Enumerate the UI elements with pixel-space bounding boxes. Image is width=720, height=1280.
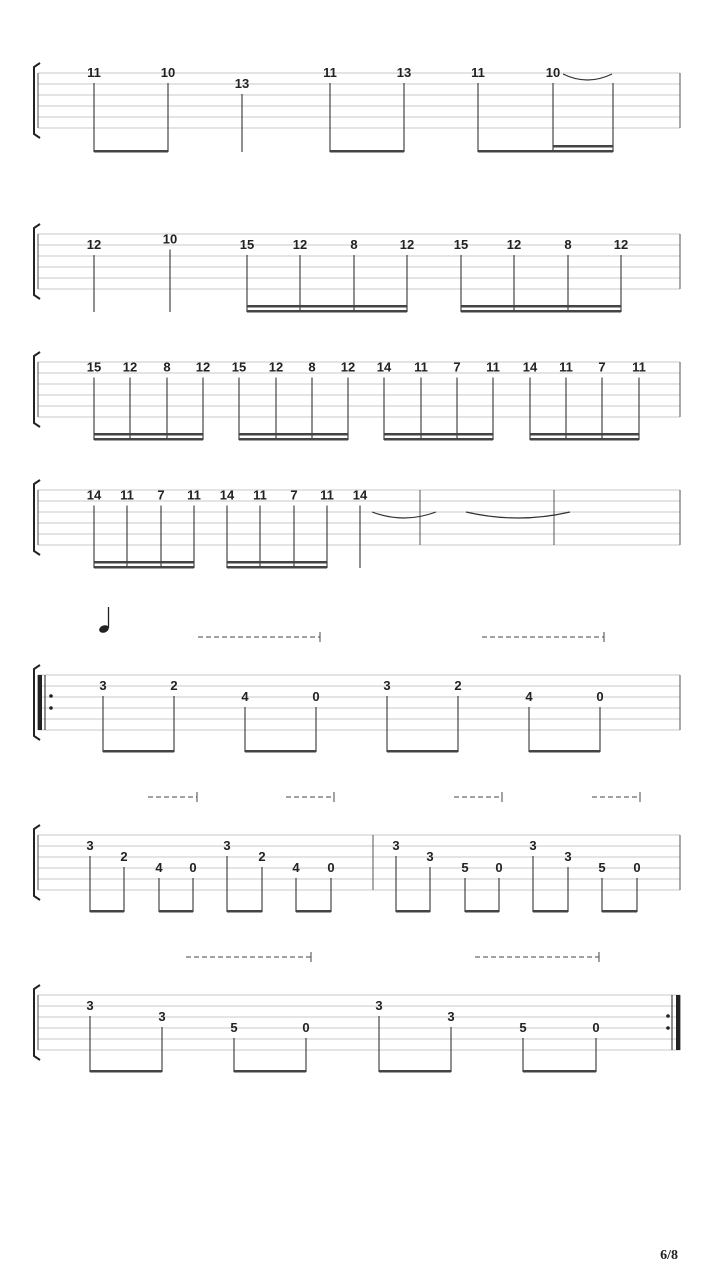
fret-number: 14 [376,359,392,375]
beam [94,438,203,441]
fret-number: 12 [122,359,138,375]
fret-number: 11 [323,65,337,80]
beam [227,561,327,564]
fret-number: 15 [239,237,255,252]
tab-staff [34,224,680,299]
system-bracket [34,985,40,1060]
repeat-dot [666,1026,670,1030]
fret-number: 7 [598,359,606,375]
fret-number: 14 [219,487,235,503]
fret-number: 12 [399,237,415,252]
beam [379,1070,451,1073]
system-bracket [34,224,40,299]
fret-number: 11 [120,487,134,503]
beam [103,750,174,753]
fret-number: 7 [453,359,461,375]
beam [159,910,193,913]
repeat-dot [666,1014,670,1018]
fret-number: 2 [454,678,462,693]
repeat-end-thick-bar [676,995,680,1050]
fret-number: 8 [564,237,572,252]
fret-number: 11 [632,359,646,375]
beam [94,561,194,564]
fret-number: 3 [383,678,391,693]
beam [387,750,458,753]
fret-number: 15 [453,237,469,252]
beam [523,1070,596,1073]
fret-number: 2 [120,849,128,864]
fret-number: 3 [375,998,383,1013]
fret-number: 12 [292,237,308,252]
repeat-dot [49,694,53,698]
fret-number: 4 [155,860,163,875]
fret-number: 7 [290,487,298,503]
beam [602,910,637,913]
tab-staff [34,825,680,900]
fret-number: 12 [86,237,102,252]
tie-slur [372,512,436,518]
beam [461,310,621,313]
beam [227,566,327,569]
fret-number: 11 [253,487,267,503]
beam [530,438,639,441]
fret-number: 2 [170,678,178,693]
fret-number: 3 [447,1009,455,1024]
fret-number: 0 [327,860,335,875]
beam [533,910,568,913]
system-bracket [34,480,40,555]
fret-number: 4 [241,689,249,704]
fret-number: 3 [86,838,94,853]
fret-number: 5 [519,1020,527,1035]
fret-number: 11 [414,359,428,375]
fret-number: 0 [633,860,641,875]
fret-number: 15 [231,359,247,375]
fret-number: 11 [471,65,485,80]
fret-number: 0 [596,689,604,704]
fret-number: 4 [292,860,300,875]
system-bracket [34,352,40,427]
fret-number: 5 [230,1020,238,1035]
beam [461,305,621,308]
fret-number: 5 [461,860,469,875]
beam [227,910,262,913]
fret-number: 14 [86,487,102,503]
fret-number: 11 [87,65,101,80]
beam [239,433,348,436]
fret-number: 3 [392,838,400,853]
fret-number: 11 [320,487,334,503]
fret-number: 11 [559,359,573,375]
beam [384,433,493,436]
beam [239,438,348,441]
tie-slur [563,74,612,80]
fret-number: 12 [268,359,284,375]
fret-number: 8 [350,237,358,252]
system-bracket [34,63,40,138]
fret-number: 5 [598,860,606,875]
fret-number: 3 [529,838,537,853]
fret-number: 13 [396,65,412,80]
fret-number: 10 [545,65,561,80]
fret-number: 0 [302,1020,310,1035]
fret-number: 3 [426,849,434,864]
beam [234,1070,306,1073]
fret-number: 0 [495,860,503,875]
fret-number: 0 [592,1020,600,1035]
tab-staff [34,985,680,1060]
beam [384,438,493,441]
repeat-dot [49,706,53,710]
fret-number: 14 [352,487,368,503]
fret-number: 11 [486,359,500,375]
page-number: 6/8 [660,1248,678,1263]
fret-number: 14 [522,359,538,375]
fret-number: 3 [564,849,572,864]
beam [529,750,600,753]
beam [90,1070,162,1073]
fret-number: 3 [86,998,94,1013]
repeat-start-thick-bar [38,675,42,730]
beam [553,145,613,148]
fret-number: 10 [160,65,176,80]
beam [296,910,331,913]
fret-number: 15 [86,359,102,375]
beam [247,305,407,308]
fret-number: 4 [525,689,533,704]
beam [245,750,316,753]
beam [530,433,639,436]
beam [94,433,203,436]
beam [247,310,407,313]
beam [553,150,613,153]
fret-number: 0 [312,689,320,704]
beam [330,150,404,153]
fret-number: 12 [195,359,211,375]
fret-number: 7 [157,487,165,503]
beam [90,910,124,913]
fret-number: 0 [189,860,197,875]
fret-number: 3 [99,678,107,693]
tab-staff [34,63,680,138]
fret-number: 11 [187,487,201,503]
fret-number: 3 [158,1009,166,1024]
beam [396,910,430,913]
fret-number: 12 [506,237,522,252]
fret-number: 12 [340,359,356,375]
fret-number: 10 [162,231,178,247]
beam [465,910,499,913]
beam [94,150,168,153]
fret-number: 8 [163,359,171,375]
fret-number: 8 [308,359,316,375]
fret-number: 13 [234,76,250,91]
fret-number: 12 [613,237,629,252]
fret-number: 3 [223,838,231,853]
fret-number: 2 [258,849,266,864]
system-bracket [34,825,40,900]
tab-staff [34,665,680,740]
beam [94,566,194,569]
